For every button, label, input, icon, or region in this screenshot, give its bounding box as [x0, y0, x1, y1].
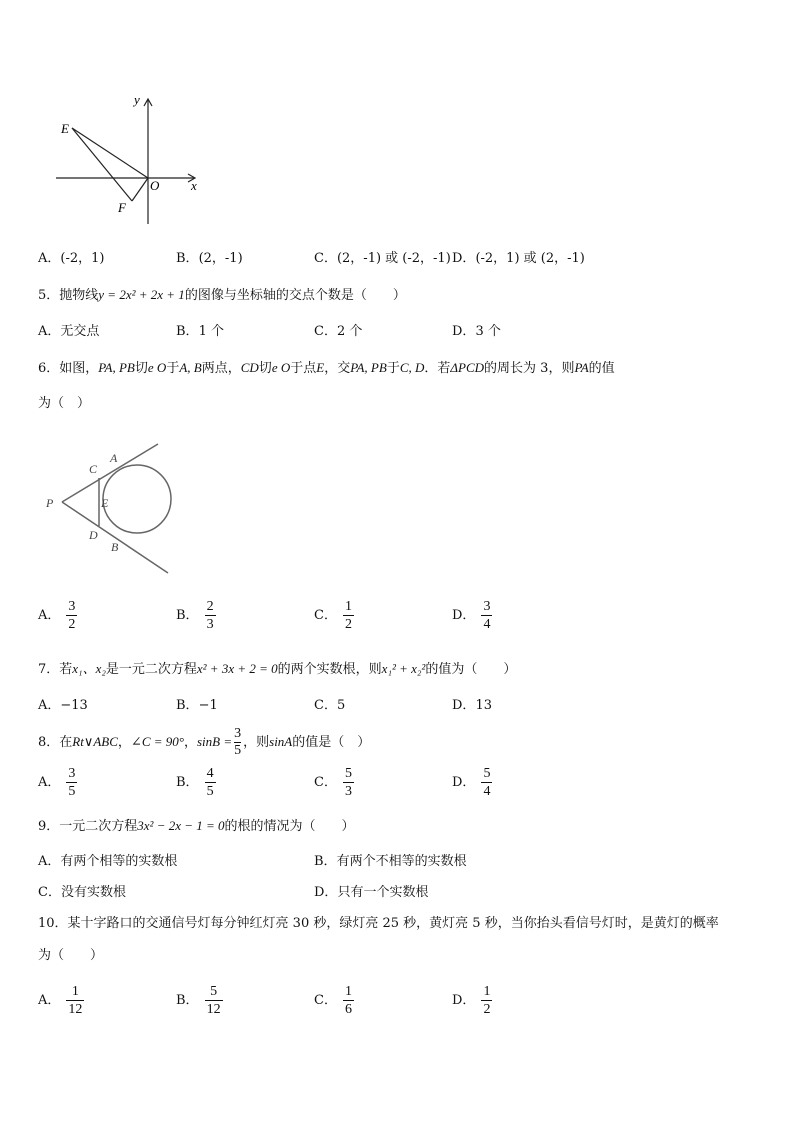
q6-option-c[interactable]: C． $\frac{1}{2}$	[314, 599, 352, 632]
label-x: x	[191, 178, 197, 193]
q9-option-a[interactable]: A．有两个相等的实数根	[38, 854, 178, 869]
q10-stem-line2: 为（ ）	[38, 948, 104, 963]
label-c: C	[89, 462, 98, 476]
q8-option-b[interactable]: B． $\frac{4}{5}$	[176, 766, 214, 799]
q8-option-d[interactable]: D． $\frac{5}{4}$	[452, 766, 491, 799]
segment-ef	[72, 128, 132, 201]
q6-option-b[interactable]: B． $\frac{2}{3}$	[176, 599, 214, 632]
q9-option-d[interactable]: D．只有一个实数根	[314, 885, 429, 900]
q7-option-a[interactable]: A．−13	[38, 698, 88, 713]
q8-option-c[interactable]: C． $\frac{5}{3}$	[314, 766, 352, 799]
q4-option-a[interactable]: A．(-2，1)	[38, 251, 105, 266]
circle-o	[103, 465, 171, 533]
q4-option-c[interactable]: C．(2，-1) 或 (-2，-1)	[314, 251, 451, 266]
label-o: O	[150, 178, 160, 193]
q9-option-c[interactable]: C．没有实数根	[38, 885, 126, 900]
label-b: B	[111, 540, 119, 554]
q10-stem-line1: 10．某十字路口的交通信号灯每分钟红灯亮 30 秒，绿灯亮 25 秒，黄灯亮 5 秒，当你抬头看信号灯时，是黄灯的概率	[38, 916, 719, 931]
q9-option-b[interactable]: B．有两个不相等的实数根	[314, 854, 467, 869]
q5-option-c[interactable]: C．2 个	[314, 324, 363, 339]
q10-option-c[interactable]: C． $\frac{1}{6}$	[314, 984, 352, 1017]
label-p: P	[46, 496, 54, 510]
q8-option-a[interactable]: A． $\frac{3}{5}$	[38, 766, 76, 799]
q10-option-d[interactable]: D． $\frac{1}{2}$	[452, 984, 491, 1017]
label-y: y	[134, 92, 140, 107]
q6-option-d[interactable]: D． $\frac{3}{4}$	[452, 599, 491, 632]
q5-option-a[interactable]: A．无交点	[38, 324, 100, 339]
q10-option-b[interactable]: B． $\frac{5}{12}$	[176, 984, 221, 1017]
q5-formula: y = 2x² + 2x + 1	[98, 287, 185, 302]
segment-fo	[132, 178, 148, 201]
q5-option-d[interactable]: D．3 个	[452, 324, 501, 339]
q4-option-b[interactable]: B．(2，-1)	[176, 251, 243, 266]
q4-option-d[interactable]: D．(-2，1) 或 (2，-1)	[452, 251, 585, 266]
coordinate-figure	[50, 90, 210, 230]
q9-stem: 9．一元二次方程3x² − 2x − 1 = 0的根的情况为（ ）	[38, 818, 355, 834]
q7-option-d[interactable]: D．13	[452, 698, 492, 713]
q7-stem: 7．若x₁、x₂是一元二次方程x² + 3x + 2 = 0的两个实数根，则x₁² + x₂²的值为（ ）	[38, 661, 517, 677]
q8-stem: 8．在Rt∨ABC，∠C = 90°，sinB = $\frac{3}{5}$ ，则sinA的值是（ ）	[38, 726, 371, 758]
q7-option-c[interactable]: C．5	[314, 698, 346, 713]
q5-stem: 5．抛物线y = 2x² + 2x + 1的图像与坐标轴的交点个数是（ ）	[38, 287, 406, 303]
q5-option-b[interactable]: B．1 个	[176, 324, 224, 339]
label-e: E	[101, 496, 109, 510]
q6-stem-line1: 6．如图，PA, PB切e O于A, B两点，CD切e O于点E，交PA, PB于C, D．若ΔPCD的周长为 3，则PA的值	[38, 360, 615, 376]
q6-stem-line2: 为（ ）	[38, 396, 91, 411]
label-d: D	[89, 528, 98, 542]
tangent-circle-figure	[40, 440, 190, 580]
q6-option-a[interactable]: A． $\frac{3}{2}$	[38, 599, 76, 632]
label-f: F	[118, 200, 126, 215]
tangent-pb	[62, 502, 168, 573]
label-a: A	[110, 451, 118, 465]
q10-option-a[interactable]: A． $\frac{1}{12}$	[38, 984, 83, 1017]
segment-eo	[72, 128, 148, 178]
q7-option-b[interactable]: B．−1	[176, 698, 218, 713]
label-e: E	[61, 121, 69, 136]
